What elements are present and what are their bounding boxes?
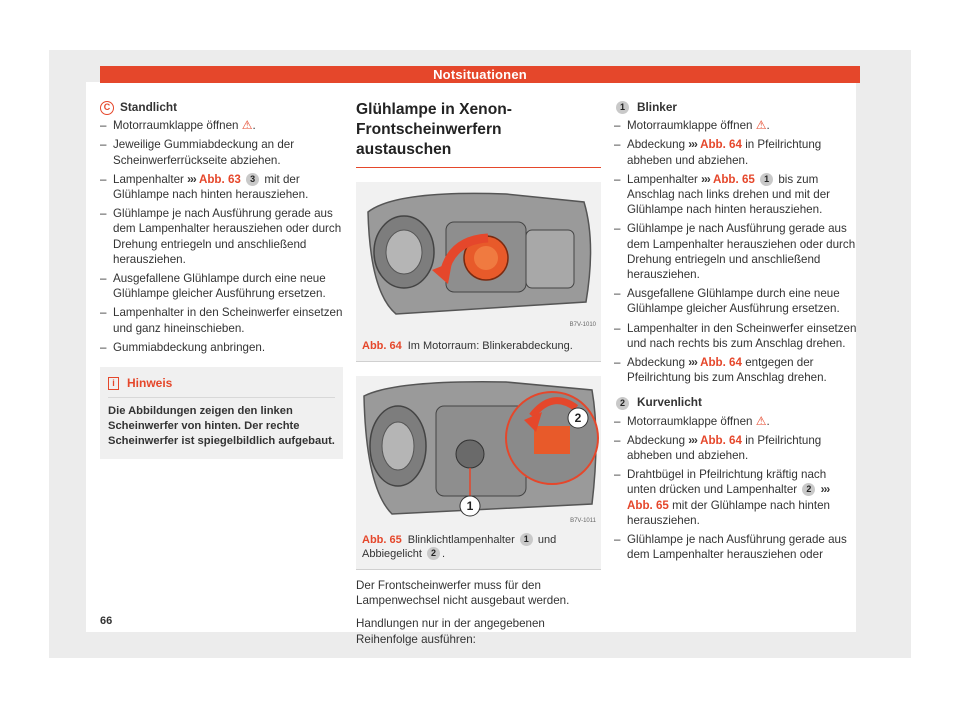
list-item: – Glühlampe je nach Ausführung gerade aus dem Lampenhalter herausziehen oder durch Drehung entriegeln und anschließend herausziehen. <box>100 206 343 267</box>
section-kurvenlicht <box>614 395 858 410</box>
list-item: – Lampenhalter in den Scheinwerfer einsetzen und nach rechts bis zum Anschlag drehen. <box>614 321 858 351</box>
section-badge: C <box>100 101 114 115</box>
callout-badge: 3 <box>246 173 259 186</box>
list-item: – Lampenhalter in den Scheinwerfer einsetzen und ganz hineinschieben. <box>100 305 343 335</box>
list-item: – Lampenhalter ››› Abb. 63 3 mit der Glühlampe nach hinten herausziehen. <box>100 172 343 202</box>
callout-badge: 1 <box>760 173 773 186</box>
callout-badge: 2 <box>802 483 815 496</box>
cross-ref-arrows: ››› <box>688 356 697 370</box>
section-title: Blinker <box>637 100 677 114</box>
chapter-header: Notsituationen <box>100 66 860 83</box>
list-item: – Lampenhalter ››› Abb. 65 1 bis zum Anschlag nach links drehen und mit der Glühlampe nach hinten herausziehen. <box>614 172 858 218</box>
cross-ref-arrows: ››› <box>187 172 196 186</box>
steps-list <box>614 414 858 563</box>
section-standlicht <box>100 100 343 115</box>
cross-ref-arrows: ››› <box>688 433 697 447</box>
figure-link[interactable]: Abb. 64 <box>700 138 742 152</box>
figure-link[interactable]: Abb. 65 <box>627 498 669 512</box>
callout-badge: 1 <box>520 533 533 546</box>
headlight-image-64 <box>356 182 601 332</box>
note-box <box>100 367 343 459</box>
figure-link[interactable]: Abb. 64 <box>700 433 742 447</box>
figure-label: Abb. 64 <box>362 340 402 352</box>
headlight-image-65 <box>356 376 601 526</box>
steps-list <box>614 118 858 385</box>
column-left <box>100 100 343 459</box>
steps-list <box>100 118 343 355</box>
section-title: Standlicht <box>120 100 178 114</box>
list-item: – Abdeckung ››› Abb. 64 in Pfeilrichtung abheben und abziehen. <box>614 137 858 167</box>
figure-caption: Abb. 65 Blinklichtlampenhalter 1 und Abbiegelicht 2 . <box>362 534 557 560</box>
figure-64 <box>356 182 601 362</box>
figure-caption: Abb. 64 Im Motorraum: Blinkerabdeckung. <box>362 340 573 352</box>
list-item: – Glühlampe je nach Ausführung gerade aus dem Lampenhalter herausziehen oder durch Drehung entriegeln und anschließend herausziehen. <box>614 221 858 282</box>
note-header <box>108 376 335 398</box>
cross-ref-arrows: ››› <box>701 172 710 186</box>
warning-triangle-icon: ⚠ <box>755 413 767 428</box>
list-item: – Ausgefallene Glühlampe durch eine neue Glühlampe gleicher Ausführung ersetzen. <box>614 286 858 316</box>
list-item: – Glühlampe je nach Ausführung gerade aus dem Lampenhalter herausziehen oder <box>614 532 858 562</box>
cross-ref-arrows: ››› <box>688 138 697 152</box>
figure-code: B7V-1010 <box>569 322 596 328</box>
figure-link[interactable]: Abb. 64 <box>700 356 742 370</box>
warning-triangle-icon: ⚠ <box>241 118 253 133</box>
list-item: – Gummiabdeckung anbringen. <box>100 340 343 355</box>
list-item: – Drahtbügel in Pfeilrichtung kräftig nach unten drücken und Lampenhalter 2 ››› Abb. 65 mit der Glühlampe nach hinten herausziehen. <box>614 467 858 528</box>
column-right <box>614 100 858 566</box>
figure-link[interactable]: Abb. 65 <box>712 172 755 186</box>
list-item: – Jeweilige Gummiabdeckung an der Scheinwerferrückseite abziehen. <box>100 137 343 167</box>
callout-badge: 2 <box>427 547 440 560</box>
section-badge: 2 <box>616 397 629 410</box>
list-item: – Ausgefallene Glühlampe durch eine neue Glühlampe gleicher Ausführung ersetzen. <box>100 271 343 301</box>
figure-code: B7V-1011 <box>570 518 596 524</box>
warning-triangle-icon: ⚠ <box>755 118 767 133</box>
list-item: – Motorraumklappe öffnen ⚠. <box>100 118 343 133</box>
cross-ref-arrows: ››› <box>820 483 830 497</box>
figure-link[interactable]: Abb. 63 <box>198 172 241 186</box>
list-item: – Abdeckung ››› Abb. 64 entgegen der Pfeilrichtung bis zum Anschlag drehen. <box>614 355 858 385</box>
note-title: Hinweis <box>127 376 173 391</box>
list-item: – Motorraumklappe öffnen ⚠. <box>614 118 858 133</box>
section-badge: 1 <box>616 101 629 114</box>
section-blinker <box>614 100 858 115</box>
note-body: Die Abbildungen zeigen den linken Scheinwerfer von hinten. Der rechte Scheinwerfer ist spiegelbildlich aufgebaut. <box>108 405 335 447</box>
column-middle <box>356 100 601 647</box>
info-icon: i <box>108 377 119 390</box>
chapter-title: Glühlampe in Xenon-Frontscheinwerfern austauschen <box>356 100 601 168</box>
section-title: Kurvenlicht <box>637 395 702 410</box>
page-number: 66 <box>100 615 113 627</box>
paragraph: Der Frontscheinwerfer muss für den Lampenwechsel nicht ausgebaut werden. <box>356 579 570 608</box>
list-item: – Motorraumklappe öffnen ⚠. <box>614 414 858 429</box>
figure-65 <box>356 376 601 570</box>
image-label-1: 1 <box>466 499 474 513</box>
figure-label: Abb. 65 <box>362 534 402 546</box>
list-item: – Abdeckung ››› Abb. 64 in Pfeilrichtung abheben und abziehen. <box>614 433 858 463</box>
paragraph: Handlungen nur in der angegebenen Reihenfolge ausführen: <box>356 617 545 646</box>
image-label-2: 2 <box>574 411 582 425</box>
